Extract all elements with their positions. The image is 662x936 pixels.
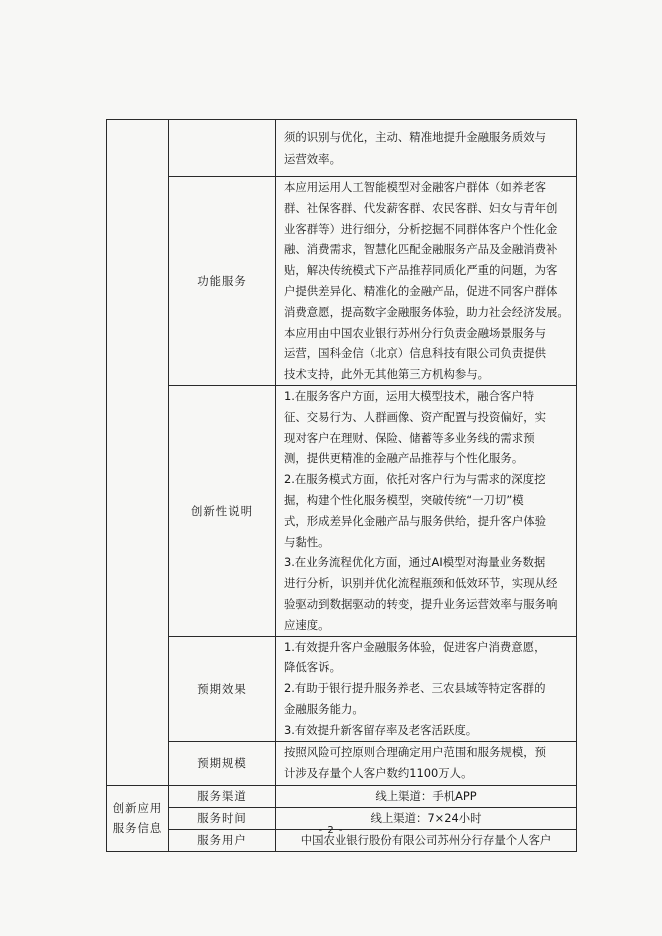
content-line: 与黏性。	[284, 534, 330, 549]
content-line: 1.有效提升客户金融服务体验，促进客户消费意愿，	[284, 639, 546, 654]
table-row	[107, 785, 577, 807]
channel-value: 线上渠道：手机APP	[276, 785, 577, 807]
content-line: 3.在业务流程优化方面，通过AI模型对海量业务数据	[284, 555, 546, 570]
service-info-group-label	[107, 785, 169, 851]
content-line: 进行分析，识别并优化流程瓶颈和低效环节，实现从经	[284, 576, 558, 591]
content-line: 掘，构建个性化服务模型，突破传统“一刀切”模	[284, 492, 524, 507]
table-row	[107, 636, 577, 741]
row-label-time: 服务时间	[169, 807, 276, 829]
row-label-empty	[169, 120, 276, 177]
application-info-table	[106, 119, 577, 852]
content-line: 按照风险可控原则合理确定用户范围和服务规模，预	[284, 745, 546, 760]
content-line: 户提供差异化、精准化的金融产品，促进不同客户群体	[284, 283, 558, 298]
content-line: 群、社保客群、代发薪客群、农民客群、妇女与青年创	[284, 200, 558, 215]
content-line: 应速度。	[284, 617, 330, 632]
users-value: 中国农业银行股份有限公司苏州分行存量个人客户	[276, 829, 577, 851]
content-line: 须的识别与优化，主动、精准地提升金融服务质效与	[284, 130, 546, 144]
content-line: 2.在服务模式方面，依托对客户行为与需求的深度挖	[284, 472, 546, 487]
table-row	[107, 741, 577, 785]
content-line: 2.有助于银行提升服务养老、三农县域等特定客群的	[284, 681, 546, 696]
time-value: 线上渠道：7×24小时	[276, 807, 577, 829]
content-line: 本应用由中国农业银行苏州分行负责金融场景服务与	[284, 325, 546, 340]
row-label-users: 服务用户	[169, 829, 276, 851]
continued-content	[276, 120, 577, 177]
scale-content	[276, 741, 577, 785]
content-line: 金融服务能力。	[284, 701, 364, 716]
row-label-scale: 预期规模	[169, 741, 276, 785]
table-row	[107, 177, 577, 386]
table-row	[107, 385, 577, 636]
content-line: 运营，国科金信（北京）信息科技有限公司负责提供	[284, 346, 546, 361]
content-line: 计涉及存量个人客户数约1100万人。	[284, 766, 473, 781]
content-line: 消费意愿，提高数字金融服务体验，助力社会经济发展。	[284, 304, 569, 319]
content-line: 现对客户在理财、保险、储蓄等多业务线的需求预	[284, 430, 535, 445]
page-number: - 2 -	[318, 825, 344, 836]
content-line: 贴，解决传统模式下产品推荐同质化严重的问题，为客	[284, 263, 558, 278]
group-label-line: 服务信息	[112, 821, 163, 836]
content-line: 运营效率。	[284, 152, 341, 166]
content-line: 征、交易行为、人群画像、资产配置与投资偏好，实	[284, 409, 546, 424]
function-content	[276, 177, 577, 386]
content-line: 融、消费需求，智慧化匹配金融服务产品及金融消费补	[284, 242, 558, 257]
row-label-effect: 预期效果	[169, 636, 276, 741]
content-line: 3.有效提升新客留存率及老客活跃度。	[284, 722, 478, 737]
content-line: 测，提供更精准的金融产品推荐与个性化服务。	[284, 451, 524, 466]
group-label-cell	[107, 120, 169, 786]
content-line: 技术支持，此外无其他第三方机构参与。	[284, 367, 490, 382]
group-label-line: 创新应用	[112, 801, 163, 816]
innovation-content	[276, 385, 577, 636]
content-line: 验驱动到数据驱动的转变，提升业务运营效率与服务响	[284, 596, 558, 611]
content-line: 降低客诉。	[284, 660, 341, 675]
row-label-channel: 服务渠道	[169, 785, 276, 807]
row-label-innovation: 创新性说明	[169, 385, 276, 636]
table-row	[107, 120, 577, 177]
effect-content	[276, 636, 577, 741]
content-line: 业客群等）进行细分，分析挖掘不同群体客户个性化金	[284, 221, 558, 236]
row-label-function: 功能服务	[169, 177, 276, 386]
content-line: 式，形成差异化金融产品与服务供给，提升客户体验	[284, 513, 546, 528]
content-line: 1.在服务客户方面，运用大模型技术，融合客户特	[284, 388, 535, 403]
content-line: 本应用运用人工智能模型对金融客户群体（如养老客	[284, 180, 546, 194]
